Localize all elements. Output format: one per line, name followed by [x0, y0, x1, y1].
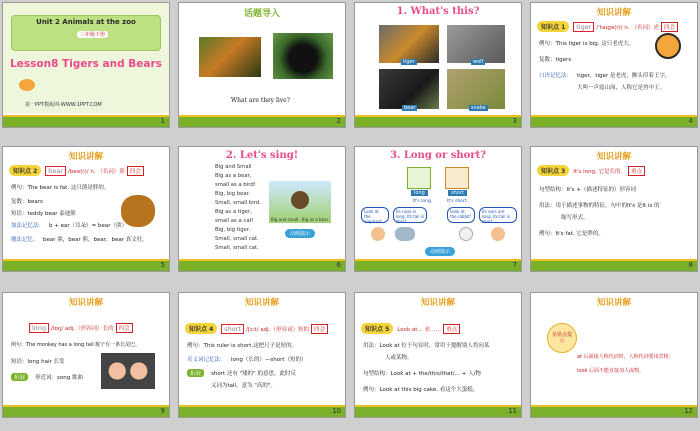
speech-bubble: Its ears are long. Its tail is short.	[479, 207, 517, 223]
slide-title: 知识讲解	[68, 152, 103, 162]
child-icon	[371, 227, 385, 241]
bear-cartoon-icon	[291, 191, 309, 209]
footer-bar	[3, 117, 169, 127]
snake-short-image	[445, 167, 469, 189]
speech-bubble: Its nose is long. Its tail is short.	[393, 207, 427, 223]
extension-text: short 还有 "矮的" 的意思，此时反	[211, 371, 296, 377]
animal-label: bear	[404, 105, 416, 111]
example-sentence: 例句：Look at this big cake. 看这个大蛋糕。	[363, 387, 479, 393]
footer-bar	[3, 261, 169, 271]
snake-photo	[447, 69, 505, 109]
lyric-line: Big as a tiger,	[215, 209, 252, 215]
slide-number: 9	[160, 407, 165, 415]
example-sentence: 例句：This ruler is short.这把尺子是短的。	[187, 343, 298, 349]
slide-thumbnail-9[interactable]	[2, 292, 170, 418]
extension-badge: 拓展	[11, 373, 28, 381]
slide-title: 知识讲解	[420, 298, 455, 308]
footer-bar	[179, 261, 345, 271]
slide-number: 10	[332, 407, 341, 415]
slide-title: 知识讲解	[596, 298, 631, 308]
slide-number: 12	[684, 407, 693, 415]
tip-badge: 易错点提示	[547, 323, 577, 353]
slide-number: 3	[512, 117, 517, 125]
example-sentence: 例句：This tiger is big. 这只老虎大。	[539, 41, 635, 47]
word-definition: /beə(r)/ n. （名词）熊	[68, 168, 125, 175]
slide-number: 5	[160, 261, 165, 269]
slide-thumbnail-6[interactable]	[178, 146, 346, 272]
extension-badge: 拓展	[187, 369, 204, 377]
word-definition: /lɒŋ/ adj.（形容词）长的	[51, 326, 114, 332]
rabbit-icon	[459, 227, 473, 241]
video-caption: Big and small · Big as a bear	[271, 217, 329, 222]
question-text: What are they live?	[231, 97, 290, 104]
lyric-line: Big, big tiger.	[215, 227, 251, 233]
extension-text: 形近词：song 歌曲	[35, 375, 83, 381]
level-badge: 重点	[628, 166, 645, 176]
footer-bar	[531, 261, 697, 271]
level-badge: 四会	[127, 166, 144, 176]
slide-title: 2. Let's sing!	[225, 150, 299, 161]
knowledge-tag	[537, 165, 645, 176]
knowledge-tag	[361, 323, 460, 334]
tip-line: at 后面接人称代词时，人称代词要用宾格；	[577, 354, 674, 360]
slide-title: 话题导入	[243, 9, 280, 19]
snake-long-image	[407, 167, 431, 189]
site-label: 第一PPT模板网-WWW.1PPT.COM	[25, 102, 102, 108]
song-lyrics	[215, 163, 261, 253]
grade-label: 三年级下册	[77, 31, 108, 38]
lyric-line: Small, small cat.	[215, 236, 259, 242]
wolf-photo	[447, 25, 505, 63]
magic-memory-label: 魔法记忆：	[11, 237, 39, 243]
lyric-line: small as a bird!	[215, 182, 256, 188]
slide-thumbnail-11[interactable]	[354, 292, 522, 418]
slide-number: 6	[336, 261, 341, 269]
slide-number: 2	[336, 117, 341, 125]
animal-label: snake	[471, 105, 486, 111]
knowledge-tag	[9, 323, 133, 333]
key-phrase: Look at… 看……	[397, 326, 442, 333]
mnemonic-label: 口诀记忆法：	[539, 73, 573, 79]
add-memory-label: 加法记忆法：	[11, 223, 45, 229]
teddy-bear-icon	[121, 195, 155, 227]
tiger-cartoon-icon	[19, 79, 35, 91]
animation-button[interactable]: 动画演示	[425, 247, 455, 256]
unit-title: Unit 2 Animals at the zoo	[36, 18, 136, 26]
footer-bar	[3, 407, 169, 417]
slide-thumbnail-5[interactable]	[2, 146, 170, 272]
footer-bar	[355, 407, 521, 417]
lyric-line: small as a cat!	[215, 218, 254, 224]
antonym-label: 反义词记忆法：	[187, 357, 226, 363]
short-label: short	[448, 190, 467, 196]
slide-title: 3. Long or short?	[389, 150, 487, 161]
slide-title: 知识讲解	[68, 298, 103, 308]
extension-text-2: 义词为tall，意为 "高的"。	[211, 383, 276, 389]
slide-title: 1. What's this?	[396, 6, 480, 17]
vocab-word: long	[29, 323, 49, 333]
word-definition: /ˈtaɪgə(r)/ n. （名词）虎	[596, 24, 659, 31]
slide-thumbnail-1[interactable]	[2, 2, 170, 128]
slide-number: 8	[688, 261, 693, 269]
tag-label: 知识点 4	[185, 323, 217, 334]
word-definition: /ʃɔːt/ adj.（形容词）短的	[245, 326, 309, 333]
slide-thumbnail-12[interactable]	[530, 292, 698, 418]
footer-bar	[355, 261, 521, 271]
structure-line: 句型结构：It's +（描述特征的）形容词	[539, 187, 637, 193]
vocab-word: tiger	[573, 22, 594, 32]
slide-title: 知识讲解	[244, 298, 279, 308]
animation-button[interactable]: 动画演示	[285, 229, 315, 238]
slide-title: 知识讲解	[596, 8, 631, 18]
lesson-title: Lesson8 Tigers and Bears	[10, 58, 162, 70]
slide-thumbnail-3[interactable]	[354, 2, 522, 128]
animal-label: tiger	[403, 59, 415, 65]
knowledge-tag	[185, 323, 328, 334]
level-badge: 四会	[311, 324, 328, 334]
usage-line-2: 缩写形式。	[561, 215, 589, 221]
lyric-line: Small, small bird.	[215, 200, 261, 206]
speech-bubble: Look at the rabbit!	[447, 207, 475, 223]
mnemonic-text: tiger，tiger 是老虎，额头印着王字，	[577, 73, 671, 79]
plural-form: 复数：bears	[11, 199, 43, 205]
antonym-text: long（长的）—short（短的）	[231, 357, 307, 363]
slide-thumbnail-10[interactable]	[178, 292, 346, 418]
slide-thumbnail-4[interactable]	[530, 2, 698, 128]
add-memory-text: b + ear（耳朵）= bear（熊）	[49, 223, 127, 229]
slide-number: 1	[160, 117, 165, 125]
bear-photo	[379, 69, 439, 109]
slide-thumbnail-2[interactable]	[178, 2, 346, 128]
example-sentence: 例句：The bear is fat. 这只熊是胖的。	[11, 185, 110, 191]
bear-photo	[273, 33, 333, 79]
tag-label: 知识点 1	[537, 21, 569, 32]
long-nose-photo	[101, 353, 155, 389]
usage-line: 用法：Look at 位于句首时，常用于提醒别人将向某	[363, 343, 490, 349]
key-sentence: It's long. 它是长的。	[573, 168, 627, 175]
long-label: long	[411, 190, 428, 196]
footer-bar	[179, 117, 345, 127]
lyric-line: Big as a bear,	[215, 173, 252, 179]
footer-bar	[531, 407, 697, 417]
slide-number: 11	[508, 407, 517, 415]
footer-bar	[179, 407, 345, 417]
knowledge-tag	[9, 165, 144, 176]
slide-number: 7	[512, 261, 517, 269]
plural-form: 复数：tigers	[539, 57, 572, 63]
tip-line-2: look 后面不能直接加人或物。	[577, 368, 644, 374]
slide-thumbnail-7[interactable]	[354, 146, 522, 272]
slide-number: 4	[688, 117, 693, 125]
level-badge: 四会	[116, 323, 133, 333]
vocab-word: bear	[45, 166, 66, 176]
speech-bubble-small: It's short.	[447, 199, 469, 204]
phrase: 短语：long hair 长发	[11, 359, 65, 365]
usage-line: 用法：用于描述事物的特征，句中的It's 是It is 的	[539, 203, 660, 209]
child-icon	[491, 227, 505, 241]
knowledge-tag	[537, 21, 678, 32]
phrase: 短语：teddy bear 泰迪熊	[11, 211, 76, 217]
elephant-icon	[395, 227, 415, 241]
level-badge: 重点	[443, 324, 460, 334]
speech-bubble: Look at the elephant.	[361, 207, 389, 223]
mnemonic-text-2: 大叫一声震山岗，人称它是兽中王。	[577, 85, 666, 91]
usage-line-2: 人或某物。	[385, 355, 413, 361]
slide-thumbnail-8[interactable]	[530, 146, 698, 272]
magic-memory-text: bear 熊，bear 熊，bear，bear 真文壮。	[43, 237, 148, 243]
footer-bar	[355, 117, 521, 127]
lyric-line: Big, big bear.	[215, 191, 250, 197]
tiger-cartoon-icon	[655, 33, 681, 59]
tag-label: 知识点 5	[361, 323, 393, 334]
vocab-word: short	[221, 324, 244, 334]
footer-bar	[531, 117, 697, 127]
lyric-line: Small, small cat.	[215, 245, 259, 251]
example-sentence: 例句：The monkey has a long tail.猴子有一条长尾巴。	[11, 342, 141, 348]
tiger-photo	[199, 37, 261, 77]
slide-title: 知识讲解	[596, 152, 631, 162]
level-badge: 四会	[661, 22, 678, 32]
animal-label: wolf	[473, 59, 484, 65]
lyric-line: Big and Small	[215, 164, 252, 170]
tiger-photo	[379, 25, 439, 63]
tag-label: 知识点 2	[9, 165, 41, 176]
tag-label: 知识点 3	[537, 165, 569, 176]
structure-line: 句型结构：Look at + the/this/that/… + 人/物	[363, 371, 482, 377]
example-sentence: 例句：It's fat. 它是胖的。	[539, 231, 604, 237]
speech-bubble-small: It's long.	[413, 199, 433, 204]
